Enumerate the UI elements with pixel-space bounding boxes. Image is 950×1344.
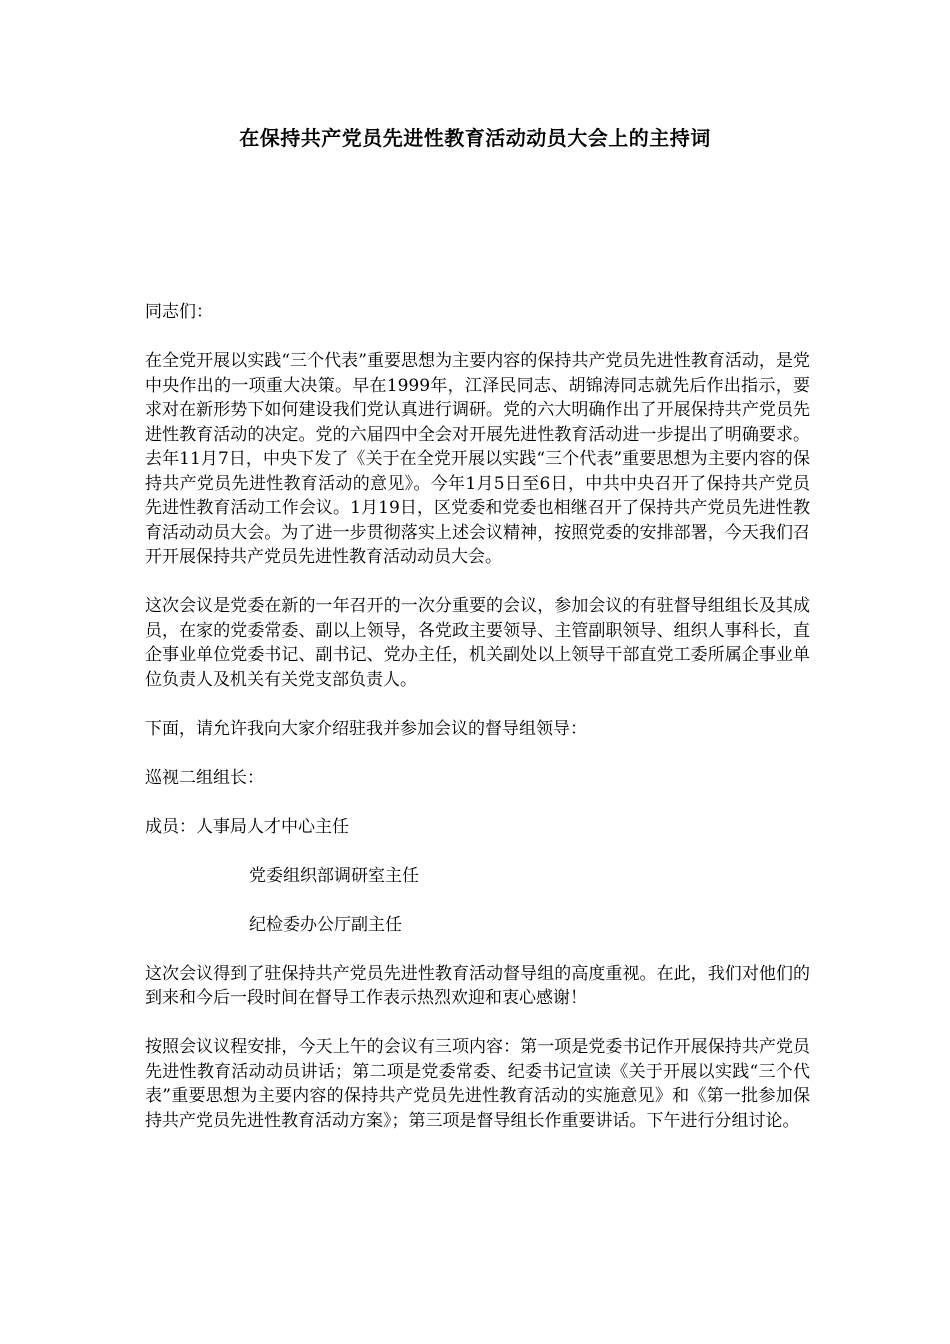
salutation: 同志们： <box>145 302 213 322</box>
group-member: 纪检委办公厅副主任 <box>249 914 402 935</box>
paragraph-background: 在全党开展以实践“三个代表”重要思想为主要内容的保持共产党员先进性教育活动，是党中央作出的一项重大决策。早在1999年，江泽民同志、胡锦涛同志就先后作出指示，要求对在新形势下如何建设我们党认真进行调研。党的六大明确作出了开展保持共产党员先进性教育活动的决定。党的六届四中全会对开展先进性教育活动进一步提出了明确要求。去年11月7日，中央下发了《关于在全党开展以实践“三个代表”重要思想为主要内容的保持共产党员先进性教育活动的意见》。今年1月5日至6日，中共中央召开了保持共产党员先进性教育活动工作会议。1月19日，区党委和党委也相继召开了保持共产党员先进性教育活动动员大会。为了进一步贯彻落实上述会议精神，按照党委的安排部署，今天我们召开开展保持共产党员先进性教育活动动员大会。 <box>145 351 810 567</box>
paragraph-agenda: 按照会议议程安排，今天上午的会议有三项内容：第一项是党委书记作开展保持共产党员先进性教育活动动员讲话；第二项是党委常委、纪委书记宣读《关于开展以实践“三个代表”重要思想为主要内容的保持共产党员先进性教育活动的实施意见》和《第一批参加保持共产党员先进性教育活动方案》；第三项是督导组长作重要讲话。下午进行分组讨论。 <box>145 1037 810 1131</box>
group-member: 成员：人事局人才中心主任 <box>145 816 349 837</box>
paragraph-welcome: 这次会议得到了驻保持共产党员先进性教育活动督导组的高度重视。在此，我们对他们的到来和今后一段时间在督导工作表示热烈欢迎和衷心感谢！ <box>145 963 810 1008</box>
document-body <box>145 300 810 1158</box>
inspection-group-leader: 巡视二组组长： <box>145 767 264 788</box>
document-title: 在保持共产党员先进性教育活动动员大会上的主持词 <box>239 126 711 150</box>
group-member: 党委组织部调研室主任 <box>249 865 419 886</box>
paragraph-attendees: 这次会议是党委在新的一年召开的一次分重要的会议，参加会议的有驻督导组组长及其成员，在家的党委常委、副以上领导，各党政主要领导、主管副职领导、组织人事科长，直企事业单位党委书记、副书记、党办主任，机关副处以上领导干部直党工委所属企事业单位负责人及机关有关党支部负责人。 <box>145 596 810 690</box>
paragraph-introduction: 下面，请允许我向大家介绍驻我并参加会议的督导组领导： <box>145 718 587 739</box>
